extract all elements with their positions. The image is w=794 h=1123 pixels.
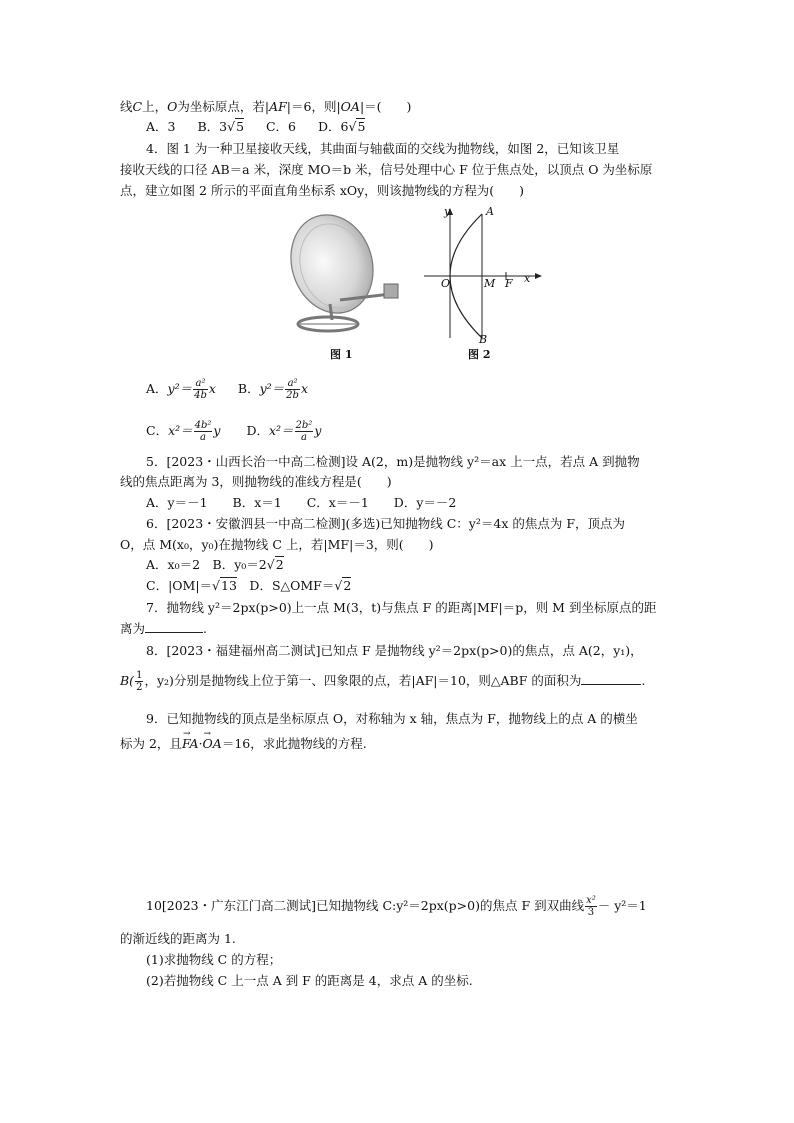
fig2-label-x: x — [524, 272, 531, 285]
q8-stem-line2: B( $\frac{1}{2}$ ，y₂)分别是抛物线上位于第一、四象限的点，若|AF|＝10，则△ABF 的面积为 . — [120, 670, 646, 693]
q5-stem-line1: 5．[2023・山西长治一中高二检测]设 A(2，m)是抛物线 y²＝ax 上一点，若点 A 到抛物 — [146, 454, 640, 469]
q8-answer-blank[interactable] — [581, 672, 641, 685]
q4-stem-line3: 点，建立如图 2 所示的平面直角坐标系 xOy，则该抛物线的方程为( ) — [120, 183, 524, 198]
q9-stem-line2: 标为 2，且→ FA·→ OA＝16，求此抛物线的方程. — [120, 735, 367, 753]
fig2-label-B: B — [479, 333, 488, 346]
q5-options: A．y＝－1 B．x＝1 C．x＝－1 D．y＝－2 — [146, 495, 457, 510]
q3-option-b: B．3√5 — [197, 119, 245, 134]
q6-stem-line1: 6．[2023・安徽泗县一中高二检测](多选)已知抛物线 C：y²＝4x 的焦点为 F，顶点为 — [146, 516, 626, 531]
q4-option-a: A．y²＝ $\frac{\text{a²}}{4b}$ x — [146, 378, 216, 401]
q3-stem: 线C上，O为坐标原点，若|AF|＝6，则|OA|＝( ) — [120, 99, 412, 114]
q6-options-row1: A．x₀＝2 B．y₀＝2√2 — [146, 557, 284, 572]
q3-option-d: D．6√5 — [317, 119, 366, 134]
q3-options — [146, 118, 365, 136]
q6-stem-line2: O，点 M(x₀，y₀)在抛物线 C 上，若|MF|＝3，则( ) — [120, 537, 434, 552]
figure-2-parabola-diagram — [420, 204, 550, 344]
fig2-label-A: A — [486, 205, 494, 218]
q4-options-row1 — [146, 374, 308, 404]
q8-stem-line1: 8．[2023・福建福州高二测试]已知点 F 是抛物线 y²＝2px(p>0)的焦点，点 A(2，y₁)， — [146, 643, 643, 658]
q3-option-c: C．6 — [265, 119, 297, 134]
q10-stem-line2: 的渐近线的距离为 1. — [120, 931, 236, 946]
q10-subquestion-2: (2)若抛物线 C 上一点 A 到 F 的距离是 4，求点 A 的坐标. — [146, 973, 473, 988]
q4-stem-line2: 接收天线的口径 AB＝a 米，深度 MO＝b 米，信号处理中心 F 位于焦点处，以顶点 O 为坐标原 — [120, 162, 653, 177]
q10-subquestion-1: (1)求抛物线 C 的方程； — [146, 952, 282, 967]
figure-2-caption: 图 2 — [468, 348, 491, 361]
q10-stem-line1: 10[2023・广东江门高二测试]已知抛物线 C:y²＝2px(p>0)的焦点 F 到双曲线 $\frac{\text{x²}}{3}$ － y²＝1 — [146, 895, 647, 918]
fig2-label-F: F — [505, 277, 513, 290]
q4-options-row2 — [146, 416, 321, 446]
figure-1-satellite-dish — [280, 212, 420, 340]
q7-stem-line1: 7．抛物线 y²＝2px(p>0)上一点 M(3，t)与焦点 F 的距离|MF|＝p，则 M 到坐标原点的距 — [146, 600, 657, 615]
q9-stem-line1: 9．已知抛物线的顶点是坐标原点 O，对称轴为 x 轴，焦点为 F，抛物线上的点 A 的横坐 — [146, 711, 638, 726]
q7-answer-blank[interactable] — [145, 620, 203, 633]
q7-stem-line2: 离为 . — [120, 621, 207, 636]
q6-options-row2: C．|OM|＝√13 D．S△OMF＝√2 — [146, 578, 352, 593]
q4-option-b: B．y²＝ $\frac{\text{a²}}{2b}$ x — [237, 378, 308, 401]
q3-option-a: A．3 — [146, 119, 176, 134]
fig2-label-M: M — [484, 277, 496, 290]
fig2-label-O: O — [441, 277, 451, 290]
q4-option-c: C．x²＝ $\frac{\text{4b²}}{a}$ y — [146, 420, 221, 443]
figure-1-caption: 图 1 — [330, 348, 353, 361]
q4-stem-line1: 4．图 1 为一种卫星接收天线，其曲面与轴截面的交线为抛物线，如图 2，已知该卫星 — [146, 141, 620, 156]
q4-option-d: D．x²＝ $\frac{\text{2b²}}{a}$ y — [246, 420, 322, 443]
q5-stem-line2: 线的焦点距离为 3，则抛物线的准线方程是( ) — [120, 474, 392, 489]
fig2-label-y: y — [444, 205, 451, 218]
